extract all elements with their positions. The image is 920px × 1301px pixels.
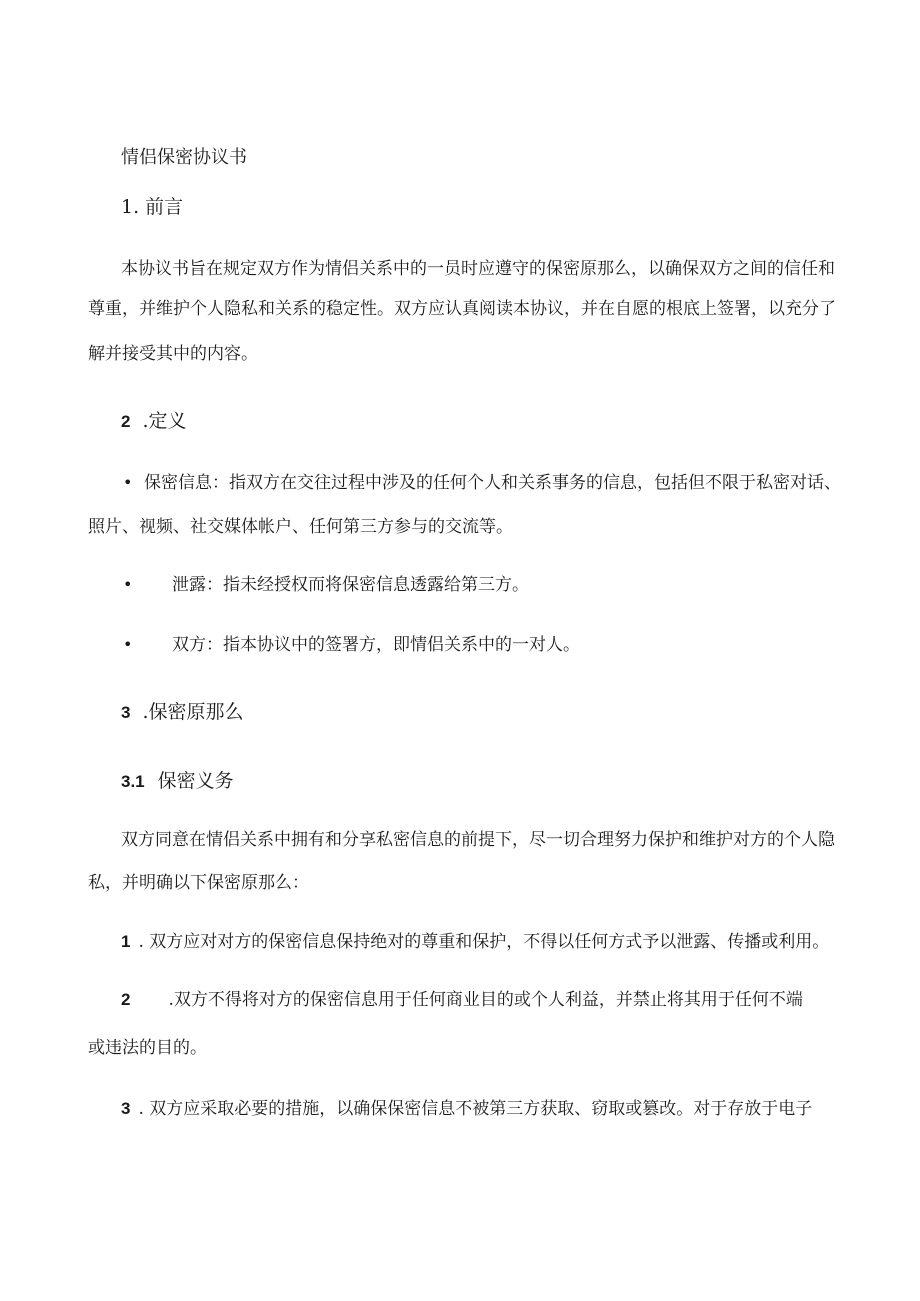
definition-item-line: 双方：指本协议中的签署方，即情侣关系中的一对人。 xyxy=(172,635,580,655)
item-number: 1 xyxy=(121,932,131,951)
item-text: . 双方应对对方的保密信息保持绝对的尊重和保护，不得以任何方式予以泄露、传播或利用。 xyxy=(138,932,830,952)
definition-item-line: 照片、视频、社交媒体帐户、任何第三方参与的交流等。 xyxy=(88,517,513,537)
subsection-number: 3.1 xyxy=(121,772,145,791)
definition-item-line: 泄露：指未经授权而将保密信息透露给第三方。 xyxy=(172,575,529,595)
section-heading-principles xyxy=(121,700,244,725)
bullet-icon: • xyxy=(123,473,133,492)
section-heading-text: .保密原那么 xyxy=(142,701,244,723)
principles-intro-line: 私，并明确以下保密原那么： xyxy=(88,873,309,893)
subsection-heading xyxy=(121,769,234,794)
principle-item xyxy=(121,930,829,954)
bullet-icon: • xyxy=(123,635,133,654)
item-number: 3 xyxy=(121,1099,131,1118)
item-number: 2 xyxy=(121,990,131,1009)
section-number: 3 xyxy=(121,703,131,722)
section-heading-definitions xyxy=(121,409,187,434)
preface-paragraph-line: 解并接受其中的内容。 xyxy=(88,344,258,364)
subsection-heading-text: 保密义务 xyxy=(157,770,234,792)
principle-item-continuation: 或违法的目的。 xyxy=(88,1038,207,1058)
document-title: 情侣保密协议书 xyxy=(121,147,247,168)
principles-intro-line: 双方同意在情侣关系中拥有和分享私密信息的前提下，尽一切合理努力保护和维护对方的个人隐 xyxy=(121,830,835,850)
preface-paragraph-line: 尊重，并维护个人隐私和关系的稳定性。双方应认真阅读本协议，并在自愿的根底上签署，以充分了 xyxy=(88,299,836,319)
section-number: 2 xyxy=(121,412,131,431)
definition-item-line: 保密信息：指双方在交往过程中涉及的任何个人和关系事务的信息，包括但不限于私密对话、 xyxy=(144,473,841,493)
preface-paragraph-line: 本协议书旨在规定双方作为情侣关系中的一员时应遵守的保密原那么，以确保双方之间的信任和 xyxy=(121,259,835,279)
section-heading-text: .定义 xyxy=(142,410,187,432)
item-text: .双方不得将对方的保密信息用于任何商业目的或个人利益，并禁止将其用于任何不端 xyxy=(168,990,803,1010)
section-heading-preface: 1. 前言 xyxy=(121,196,184,218)
bullet-icon: • xyxy=(123,575,133,594)
item-text: . 双方应采取必要的措施，以确保保密信息不被第三方获取、窃取或篡改。对于存放于电子 xyxy=(138,1099,813,1119)
principle-item xyxy=(121,988,803,1012)
principle-item xyxy=(121,1097,812,1121)
